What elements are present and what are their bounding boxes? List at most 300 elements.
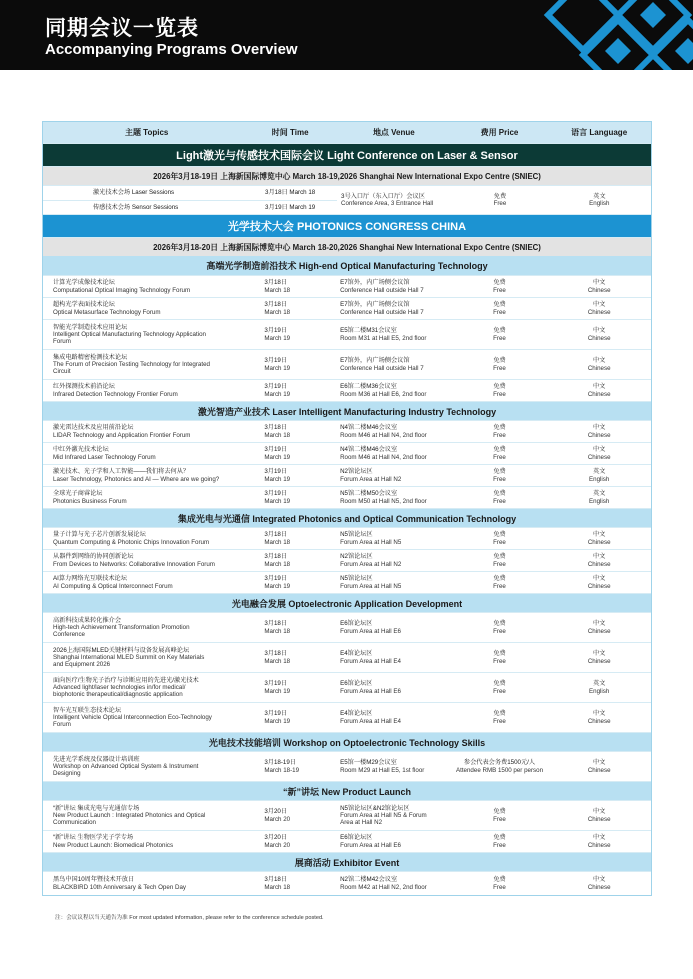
time-cell-line: 3月19日 [264,327,288,335]
table-row [43,612,651,642]
topic-cell [43,643,244,672]
venue-cell [336,350,452,379]
topic-cell [43,320,244,349]
venue-cell-line: N5馆论坛区 [340,575,373,583]
time-cell-line: 3月20日 [264,808,288,816]
language-cell [547,421,651,442]
venue-cell-line: E4馆论坛区 [340,710,373,718]
topic-cell-line: Forum [53,721,71,729]
topic-cell-line: Communication [53,819,96,827]
price-cell-line: 免费 [493,424,506,432]
venue-cell [336,572,452,593]
track-title: 高端光学制造前沿技术 High-end Optical Manufacturing Technology [43,256,651,275]
price-cell-line: Free [493,334,506,342]
price-cell-line: Free [493,687,506,695]
track-title: “新”讲坛 New Product Launch [43,781,651,800]
venue-cell-line: E5馆二楼M31会议室 [340,327,397,335]
venue-cell-line: E7馆外，内广场侧会议馆 [340,301,410,309]
time-cell [244,801,336,830]
price-cell [452,487,548,508]
language-cell [547,550,651,571]
price-cell [452,298,548,319]
table-row [43,830,651,852]
language-cell-line: 中文 [592,301,606,309]
language-cell [547,673,651,702]
time-cell-line: March 18-19 [264,766,300,774]
track-title: 集成光电与光通信 Integrated Photonics and Optical Communication Technology [43,508,651,527]
venue-cell [336,421,452,442]
table-row [43,571,651,593]
price-cell-line: 免费 [493,357,506,365]
track-title: 激光智造产业技术 Laser Intelligent Manufacturing Industry Technology [43,401,651,420]
time-cell [244,380,336,401]
price-cell-line: Free [493,717,506,725]
venue-cell-line: Room M46 at Hall N4, 2nd floor [340,431,427,439]
venue-cell-line: Forum Area at Hall N5 [340,538,402,546]
language-cell [547,703,651,732]
time-cell-line: March 18 [264,308,291,316]
table-row [43,672,651,702]
language-cell [547,276,651,297]
language-cell-line: Chinese [587,841,611,849]
topic-cell-line: New Product Launch : Integrated Photonics and Optical [53,811,206,819]
time-cell-line: March 19 [264,453,291,461]
table-row [43,702,651,732]
language-cell-line: 中文 [592,446,606,454]
language-cell [547,752,651,781]
price-cell [452,550,548,571]
price-cell-line: 免费 [493,531,506,539]
language-cell-line: English [589,475,610,483]
track-title: 光电技术技能培训 Workshop on Optoelectronic Technology Skills [43,732,651,751]
session-topic: 激光技术会场 Laser Sessions [93,189,175,197]
price-cell-line: Free [493,627,506,635]
time-cell [244,572,336,593]
venue-cell-line: Forum Area at Hall N5 & Forum [340,811,427,819]
time-cell-line: 3月19日 [264,383,288,391]
light-conference-venue: 2026年3月18-19日 上海新国际博览中心 March 18-19,2026 Shanghai New International Expo Centre (SNIEC) [43,166,651,185]
col-venue: 地点 Venue [372,128,415,137]
venue-cell [336,380,452,401]
time-cell-line: 3月19日 [264,710,288,718]
price-cell-line: Free [493,431,506,439]
time-cell-line: 3月18日 [264,279,288,287]
language-cell-line: Chinese [587,883,611,891]
topic-cell-line: Quantum Computing & Photonic Chips Innovation Forum [53,538,210,546]
time-cell [244,550,336,571]
topic-cell-line: 全球光子商睿论坛 [53,490,103,498]
venue-cell [336,550,452,571]
table-row [43,349,651,379]
topic-cell-line: 超构光学表面技术论坛 [53,301,115,309]
topic-cell-line: Forum [53,338,71,346]
topic-cell-line: Computational Optical Imaging Technology Forum [53,286,191,294]
table-row [43,420,651,442]
time-cell-line: March 20 [264,815,291,823]
language-cell [547,320,651,349]
col-topic: 主题 Topics [124,128,169,137]
language-cell-line: 中文 [592,834,606,842]
venue-cell-line: Forum Area at Hall N2 [340,560,402,568]
table-row [43,379,651,401]
price-cell [452,643,548,672]
language-cell [547,572,651,593]
table-row [43,297,651,319]
topic-cell-line: Infrared Detection Technology Frontier Forum [53,390,178,398]
time-cell-line: March 20 [264,841,291,849]
language-cell-line: 中文 [592,575,606,583]
topic-cell-line: 黑鸟中国10周年暨技术开放日 [53,876,135,884]
venue-cell-line: Forum Area at Hall E4 [340,717,401,725]
time-cell [244,320,336,349]
time-cell-line: 3月19日 [264,490,288,498]
price-cell [452,421,548,442]
photonics-congress-title: 光学技术大会 PHOTONICS CONGRESS CHINA [43,214,651,237]
session-price-en: Free [493,200,507,207]
price-cell-line: 免费 [493,680,506,688]
table-row [43,751,651,781]
time-cell-line: 3月19日 [264,446,288,454]
venue-cell [336,613,452,642]
language-cell-line: Chinese [587,627,611,635]
topic-cell-line: Conference [53,631,85,639]
language-cell-line: 英文 [592,490,606,498]
price-cell-line: Free [493,286,506,294]
price-cell-line: 免费 [493,279,506,287]
table-row [43,464,651,486]
time-cell-line: 3月19日 [264,680,288,688]
venue-cell-line: E6馆二楼M36会议室 [340,383,397,391]
table-header [43,122,651,143]
topic-cell [43,831,244,852]
time-cell [244,298,336,319]
venue-cell-line: Forum Area at Hall E6 [340,841,401,849]
page-header [0,0,693,70]
table-row [43,275,651,297]
language-cell-line: 中文 [592,383,606,391]
language-cell-line: Chinese [587,560,611,568]
session-topic: 传感技术会场 Sensor Sessions [93,203,179,211]
language-cell-line: Chinese [587,766,611,774]
venue-cell [336,320,452,349]
price-cell [452,350,548,379]
decorative-pattern-icon [513,0,693,70]
venue-cell-line: Forum Area at Hall E6 [340,687,401,695]
time-cell-line: March 19 [264,334,291,342]
language-cell [547,298,651,319]
language-cell [547,443,651,464]
venue-cell [336,276,452,297]
venue-cell-line: E6馆论坛区 [340,680,373,688]
venue-cell-line: Forum Area at Hall N5 [340,582,402,590]
time-cell-line: March 19 [264,687,291,695]
topic-cell-line: Intelligent Vehicle Optical Interconnection Eco-Technology [53,713,212,721]
language-cell-line: 中文 [592,710,606,718]
language-cell-line: English [589,497,610,505]
language-cell [547,350,651,379]
price-cell-line: 免费 [493,710,506,718]
price-cell-line: Free [493,841,506,849]
topic-cell-line: New Product Launch: Biomedical Photonics [53,841,174,849]
venue-cell-line: Forum Area at Hall E6 [340,627,401,635]
col-language: 语言 Language [571,128,628,137]
track-list [43,256,651,895]
topic-cell [43,528,244,549]
price-cell-line: Free [493,364,506,372]
language-cell-line: 中文 [592,357,606,365]
topic-cell-line: 高新科技成果转化推介会 [53,616,122,624]
time-cell-line: March 19 [264,364,291,372]
topic-cell-line: 面向医疗/生物光子治疗与诊断应用的先进光/激光技术 [53,676,199,684]
price-cell-line: Free [493,582,506,590]
session-venue-cn: 3号入口厅（东入口厅）会议区 [341,192,425,200]
time-cell [244,752,336,781]
topic-cell-line: LIDAR Technology and Application Frontier Forum [53,431,191,439]
time-cell-line: March 18 [264,431,291,439]
venue-cell [336,643,452,672]
time-cell [244,443,336,464]
price-cell-line: 免费 [493,446,506,454]
language-cell-line: Chinese [587,334,611,342]
time-cell-line: March 18 [264,627,291,635]
topic-cell-line: 红外探测技术前沿论坛 [53,383,115,391]
topic-cell [43,572,244,593]
venue-cell [336,673,452,702]
language-cell [547,465,651,486]
page-title-en: Accompanying Programs Overview [45,41,298,58]
topic-cell-line: “新”讲坛 集成光电与光通信专场 [53,804,140,812]
venue-cell-line: N2馆二楼M42会议室 [340,876,398,884]
time-cell [244,528,336,549]
topic-cell [43,487,244,508]
time-cell [244,643,336,672]
language-cell-line: 中文 [592,650,606,658]
topic-cell [43,380,244,401]
language-cell-line: 中文 [592,553,606,561]
language-cell-line: 英文 [592,468,606,476]
time-cell-line: 3月18日 [264,424,288,432]
language-cell [547,872,651,895]
time-cell-line: 3月18日 [264,553,288,561]
language-cell [547,380,651,401]
topic-cell [43,298,244,319]
table-row [43,319,651,349]
price-cell [452,380,548,401]
topic-cell-line: Circuit [53,368,71,376]
price-cell-line: Free [493,497,506,505]
time-cell-line: 3月18-19日 [264,759,296,767]
price-cell [452,443,548,464]
topic-cell-line: Advanced light/laser technologies in/for medical/ [53,683,186,691]
venue-cell [336,872,452,895]
venue-cell-line: N2馆论坛区 [340,553,373,561]
language-cell [547,801,651,830]
table-row [43,642,651,672]
price-cell-line: 免费 [493,650,506,658]
venue-cell-line: Conference Hall outside Hall 7 [340,286,424,294]
time-cell-line: 3月19日 [264,575,288,583]
language-cell-line: Chinese [587,390,611,398]
topic-cell-line: 2026上海国际MLED关键材料与设备发展高峰论坛 [53,646,190,654]
time-cell-line: March 19 [264,390,291,398]
topic-cell-line: AI算力网络光互联技术论坛 [53,575,127,583]
topic-cell-line: AI Computing & Optical Interconnect Forum [53,582,173,590]
time-cell-line: March 18 [264,883,291,891]
topic-cell-line: 智能光学制造技术应用论坛 [53,323,128,331]
time-cell-line: March 19 [264,475,291,483]
time-cell [244,487,336,508]
time-cell [244,465,336,486]
venue-cell-line: E7馆外，内广场侧会议馆 [340,279,410,287]
price-cell [452,673,548,702]
col-time: 时间 Time [271,128,309,137]
language-cell-line: Chinese [587,431,611,439]
language-cell-line: 中文 [592,876,606,884]
track-title: 光电融合发展 Optoelectronic Application Development [43,593,651,612]
session-venue-en: Conference Area, 3 Entrance Hall [341,200,434,207]
time-cell-line: March 18 [264,538,291,546]
venue-cell-line: Room M46 at Hall N4, 2nd floor [340,453,427,461]
table-row [43,800,651,830]
topic-cell-line: Shanghai International MLED Summit on Key Materials [53,653,205,661]
topic-cell-line: Designing [53,770,81,778]
venue-cell-line: N5馆论坛区 [340,531,373,539]
price-cell [452,801,548,830]
topic-cell-line: 先进光学系统及仪器设计培训班 [53,755,140,763]
time-cell-line: 3月18日 [264,620,288,628]
topic-cell [43,752,244,781]
price-cell-line: 免费 [493,620,506,628]
venue-cell [336,528,452,549]
time-cell [244,673,336,702]
language-cell [547,643,651,672]
footnote: 注：会议议程以当天通告为准 For most updated information, please refer to the conference schedule posted. [55,915,324,921]
price-cell-line: 免费 [493,553,506,561]
topic-cell-line: Intelligent Optical Manufacturing Technology Application [53,330,206,338]
price-cell [452,465,548,486]
time-cell [244,831,336,852]
time-cell [244,703,336,732]
topic-cell-line: The Forum of Precision Testing Technology for Integrated [53,360,210,368]
venue-cell-line: N2馆论坛区 [340,468,373,476]
language-cell [547,613,651,642]
topic-cell-line: “新”讲坛 生物医学光子学专场 [53,834,134,842]
venue-cell [336,487,452,508]
time-cell [244,276,336,297]
price-cell-line: Free [493,560,506,568]
topic-cell [43,350,244,379]
price-cell-line: 免费 [493,834,506,842]
table-row [43,549,651,571]
time-cell-line: 3月18日 [264,531,288,539]
venue-cell-line: Room M29 at Hall E5, 1st floor [340,766,425,774]
language-cell-line: Chinese [587,815,611,823]
time-cell-line: March 18 [264,657,291,665]
price-cell [452,831,548,852]
venue-cell-line: Room M50 at Hall N5, 2nd floor [340,497,427,505]
session-lang-cn: 英文 [593,192,606,200]
time-cell [244,421,336,442]
topic-cell [43,465,244,486]
time-cell-line: March 19 [264,582,291,590]
language-cell-line: Chinese [587,582,611,590]
topic-cell [43,872,244,895]
venue-cell [336,465,452,486]
time-cell-line: 3月18日 [264,301,288,309]
topic-cell [43,801,244,830]
price-cell-line: 免费 [493,575,506,583]
price-cell-line: 免费 [493,327,506,335]
venue-cell-line: N5馆论坛区&N2馆论坛区 [340,804,410,812]
photonics-congress-venue: 2026年3月18-20日 上海新国际博览中心 March 18-20,2026 Shanghai New International Expo Centre (SNIEC) [43,237,651,256]
venue-cell-line: Room M36 at Hall E6, 2nd floor [340,390,427,398]
program-table [42,121,652,896]
language-cell-line: 中文 [592,327,606,335]
price-cell-line: Free [493,657,506,665]
venue-cell-line: E7馆外，内广场侧会议馆 [340,357,410,365]
track-title: 展商活动 Exhibitor Event [43,852,651,871]
price-cell-line: 参会代表会务费1500元/人 [463,759,536,767]
price-cell-line: Free [493,308,506,316]
price-cell-line: Free [493,883,506,891]
price-cell [452,703,548,732]
topic-cell-line: 量子计算与光子芯片创新发展论坛 [53,531,146,539]
topic-cell [43,421,244,442]
language-cell-line: Chinese [587,453,611,461]
price-cell-line: 免费 [493,468,506,476]
venue-cell [336,703,452,732]
topic-cell-line: 从器件到网络的协同创新论坛 [53,553,134,561]
time-cell-line: 3月20日 [264,834,288,842]
language-cell-line: Chinese [587,657,611,665]
topic-cell [43,613,244,642]
price-cell [452,572,548,593]
venue-cell-line: Forum Area at Hall N2 [340,475,402,483]
topic-cell-line: 计算光学成像技术论坛 [53,279,115,287]
topic-cell-line: Photonics Business Forum [53,497,127,505]
language-cell-line: 中文 [592,759,606,767]
topic-cell-line: High-tech Achievement Transformation Promotion [53,623,190,631]
language-cell [547,831,651,852]
language-cell-line: 中文 [592,808,606,816]
table-row [43,527,651,549]
session-lang-en: English [589,200,610,207]
language-cell-line: 中文 [592,620,606,628]
time-cell-line: March 18 [264,560,291,568]
topic-cell-line: 中红外激光技术论坛 [53,446,109,454]
language-cell-line: Chinese [587,308,611,316]
price-cell-line: 免费 [493,808,506,816]
topic-cell-line: 激光技术、光子学和人工智能——我们将去何从？ [53,468,190,476]
topic-cell [43,703,244,732]
light-conference-sessions [43,185,651,214]
venue-cell-line: Conference Hall outside Hall 7 [340,308,424,316]
topic-cell-line: 集成电路精密检测技术论坛 [53,353,128,361]
language-cell-line: Chinese [587,538,611,546]
topic-cell-line: Optical Metasurface Technology Forum [53,308,161,316]
price-cell-line: 免费 [493,490,506,498]
topic-cell [43,550,244,571]
page-title-cn: 同期会议一览表 [45,17,199,40]
price-cell [452,752,548,781]
language-cell [547,528,651,549]
time-cell-line: 3月18日 [264,876,288,884]
price-cell [452,528,548,549]
venue-cell-line: E6馆论坛区 [340,834,373,842]
price-cell-line: Free [493,538,506,546]
venue-cell [336,752,452,781]
time-cell [244,872,336,895]
